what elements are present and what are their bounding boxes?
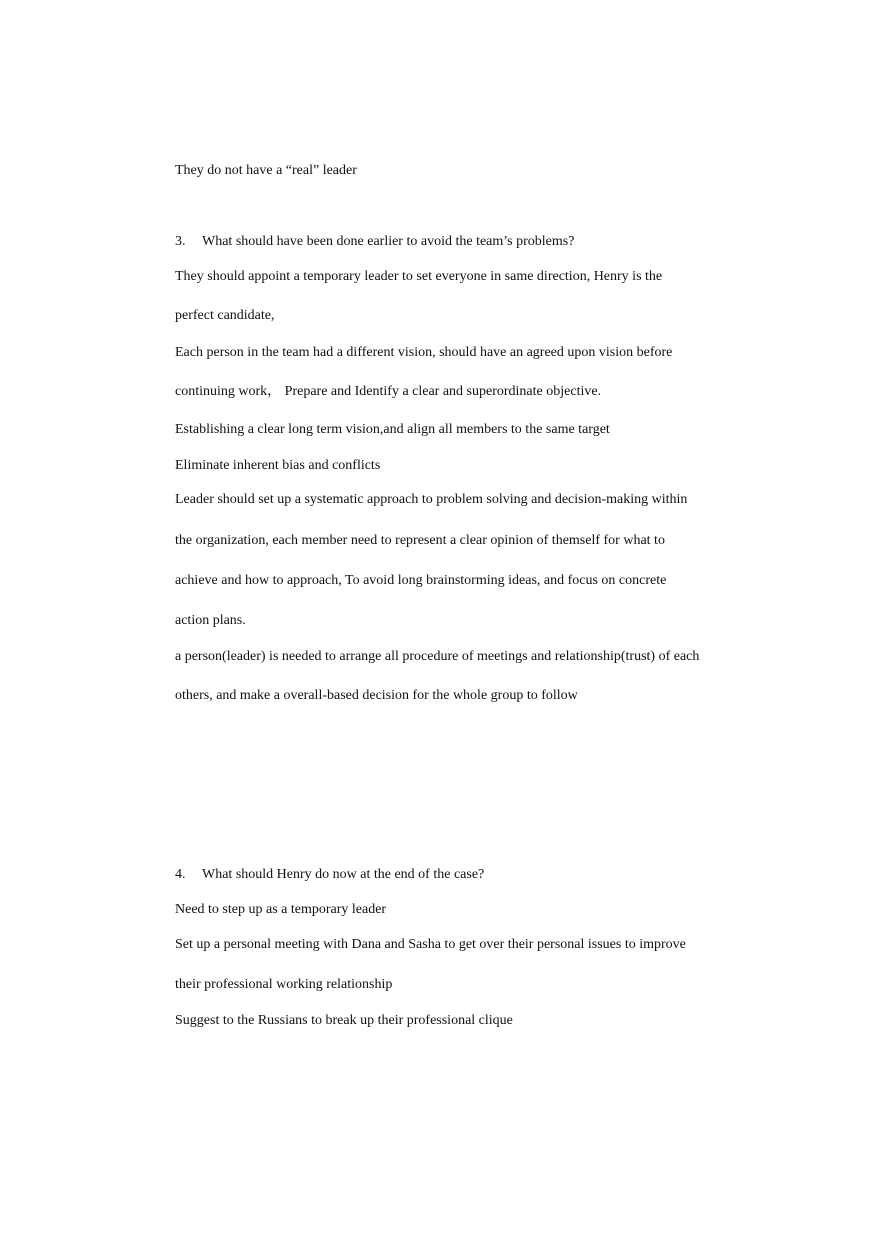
answer-3-line: a person(leader) is needed to arrange all procedure of meetings and relationship(trust) of each xyxy=(175,649,700,664)
answer-4-line: Need to step up as a temporary leader xyxy=(175,902,387,917)
question-3-text: What should have been done earlier to avoid the team’s problems? xyxy=(202,234,575,249)
answer-3-line: perfect candidate, xyxy=(175,308,275,323)
question-4-heading xyxy=(175,866,484,884)
answer-3-line: Eliminate inherent bias and conflicts xyxy=(175,458,381,473)
question-3-number: 3. xyxy=(175,234,186,249)
intro-line: They do not have a “real” leader xyxy=(175,163,357,178)
answer-4-line: Set up a personal meeting with Dana and Sasha to get over their personal issues to improve xyxy=(175,937,686,952)
answer-4-line: their professional working relationship xyxy=(175,977,393,992)
answer-3-line: Establishing a clear long term vision,and align all members to the same target xyxy=(175,422,610,437)
answer-3-line: Leader should set up a systematic approach to problem solving and decision-making within xyxy=(175,492,688,507)
answer-3-line: continuing work， Prepare and Identify a clear and superordinate objective. xyxy=(175,384,602,399)
answer-3-line: action plans. xyxy=(175,613,246,628)
answer-3-line: They should appoint a temporary leader to set everyone in same direction, Henry is the xyxy=(175,269,663,284)
question-4-text: What should Henry do now at the end of the case? xyxy=(202,867,485,882)
question-3-heading xyxy=(175,233,574,251)
answer-3-line: the organization, each member need to represent a clear opinion of themself for what to xyxy=(175,533,665,548)
answer-3-line: achieve and how to approach, To avoid long brainstorming ideas, and focus on concrete xyxy=(175,573,667,588)
answer-3-line: Each person in the team had a different vision, should have an agreed upon vision before xyxy=(175,345,673,360)
answer-3-line: others, and make a overall-based decision for the whole group to follow xyxy=(175,688,578,703)
question-4-number: 4. xyxy=(175,867,186,882)
answer-4-line: Suggest to the Russians to break up their professional clique xyxy=(175,1013,513,1028)
